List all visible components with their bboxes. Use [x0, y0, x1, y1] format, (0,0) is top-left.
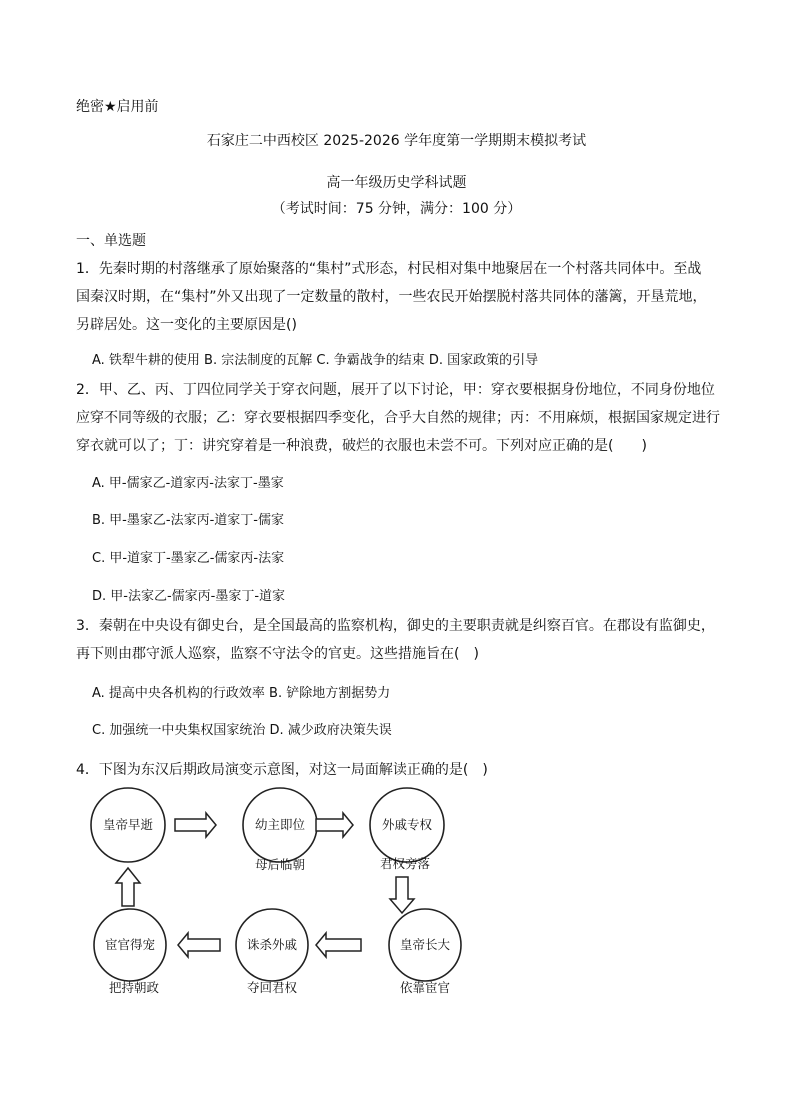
question-line: 3．秦朝在中央设有御史台，是全国最高的监察机构，御史的主要职责就是纠察百官。在郡设有监御史， [76, 618, 715, 634]
node-caption: 夺回君权 [246, 980, 298, 995]
exam-title: 石家庄二中西校区 2025-2026 学年度第一学期期末模拟考试 [206, 133, 587, 149]
politics-cycle-diagram [60, 782, 470, 1002]
question-line: 2．甲、乙、丙、丁四位同学关于穿衣问题，展开了以下讨论，甲：穿衣要根据身份地位，不同身份地位 [76, 382, 715, 398]
node-label: 诛杀外戚 [246, 937, 298, 952]
arrow-left-icon [178, 933, 220, 957]
arrow-right-icon [175, 813, 216, 837]
question-line: 穿衣就可以了；丁：讲究穿着是一种浪费，破烂的衣服也未尝不可。下列对应正确的是( ) [76, 438, 647, 454]
question-line: 国秦汉时期，在“集村”外又出现了一定数量的散村，一些农民开始摆脱村落共同体的藩篱，开垦荒地， [76, 289, 707, 305]
node-caption: 依靠宦官 [399, 980, 451, 995]
answer-option: C. 加强统一中央集权国家统治 D. 减少政府决策失误 [92, 723, 392, 738]
node-label: 宦官得宠 [104, 937, 156, 952]
answer-option: A. 甲-儒家乙-道家丙-法家丁-墨家 [92, 476, 284, 491]
node-label: 皇帝早逝 [102, 817, 154, 832]
arrow-up-icon [116, 868, 140, 906]
answer-option: A. 提高中央各机构的行政效率 B. 铲除地方割据势力 [92, 686, 391, 701]
question-line: 1．先秦时期的村落继承了原始聚落的“集村”式形态，村民相对集中地聚居在一个村落共同体中。至战 [76, 261, 702, 277]
node-label: 皇帝长大 [399, 937, 451, 952]
secret-mark: 绝密★启用前 [76, 99, 159, 115]
answer-option: B. 甲-墨家乙-法家丙-道家丁-儒家 [92, 513, 284, 528]
node-label: 幼主即位 [254, 817, 306, 832]
question-line: 再下则由郡守派人巡察，监察不守法令的官吏。这些措施旨在( ) [76, 646, 479, 662]
arrow-down-icon [390, 877, 414, 913]
arrow-left-icon [316, 933, 361, 957]
exam-info: （考试时间：75 分钟，满分：100 分） [271, 201, 522, 217]
exam-subtitle: 高一年级历史学科试题 [326, 175, 467, 191]
question-line: 另辟居处。这一变化的主要原因是() [76, 317, 297, 333]
node-caption: 把持朝政 [108, 980, 160, 995]
answer-option: D. 甲-法家乙-儒家丙-墨家丁-道家 [92, 589, 286, 604]
node-caption: 君权旁落 [379, 856, 431, 871]
answer-option: C. 甲-道家丁-墨家乙-儒家丙-法家 [92, 551, 285, 566]
answer-options: A. 铁犁牛耕的使用 B. 宗法制度的瓦解 C. 争霸战争的结束 D. 国家政策的引导 [92, 353, 539, 368]
node-label: 外戚专权 [381, 817, 433, 832]
question-line: 4．下图为东汉后期政局演变示意图，对这一局面解读正确的是( ) [76, 762, 488, 778]
section-label: 一、单选题 [76, 233, 146, 249]
question-line: 应穿不同等级的衣服；乙：穿衣要根据四季变化，合乎大自然的规律；丙：不用麻烦，根据国家规定进行 [76, 410, 720, 426]
arrow-right-icon [316, 813, 353, 837]
node-caption: 母后临朝 [254, 857, 306, 872]
